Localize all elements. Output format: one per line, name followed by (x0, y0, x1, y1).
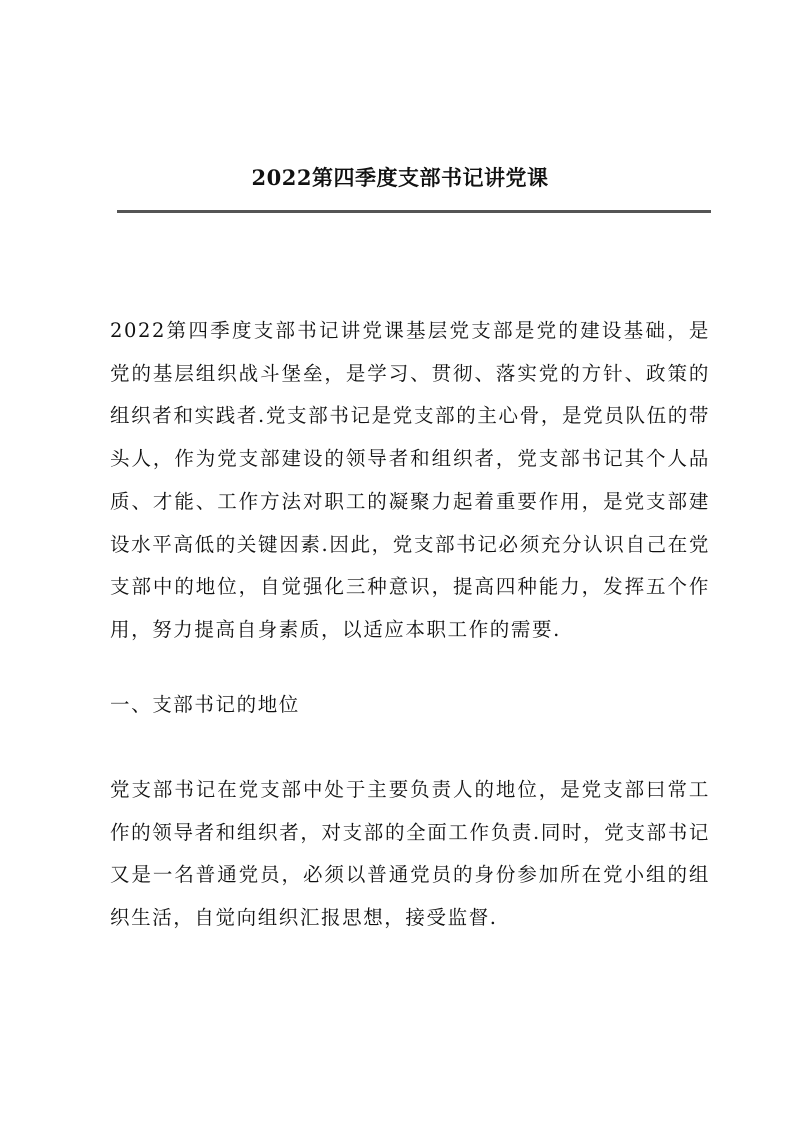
section-heading: 一、支部书记的地位 (110, 693, 300, 716)
title-underline-rule (117, 210, 711, 213)
document-title: 2022第四季度支部书记讲党课 (251, 165, 549, 190)
body-paragraph-role: 党支部书记在党支部中处于主要负责人的地位，是党支部曰常工作的领导者和组织者，对支部的全面工作负责.同时，党支部书记又是一名普通党员，必须以普通党员的身份参加所在党小组的组织生活，自觉向组织汇报思想，接受监督. (110, 778, 710, 930)
body-paragraph-intro: 2022第四季度支部书记讲党课基层党支部是党的建设基础，是党的基层组织战斗堡垒，是学习、贯彻、落实党的方针、政策的组织者和实践者.党支部书记是党支部的主心骨，是党员队伍的带头人，作为党支部建设的领导者和组织者，党支部书记其个人品质、才能、工作方法对职工的凝聚力起着重要作用，是党支部建设水平高低的关键因素.因此，党支部书记必须充分认识自己在党支部中的地位，自觉强化三种意识，提高四种能力，发挥五个作用，努力提高自身素质，以适应本职工作的需要. (110, 319, 710, 641)
